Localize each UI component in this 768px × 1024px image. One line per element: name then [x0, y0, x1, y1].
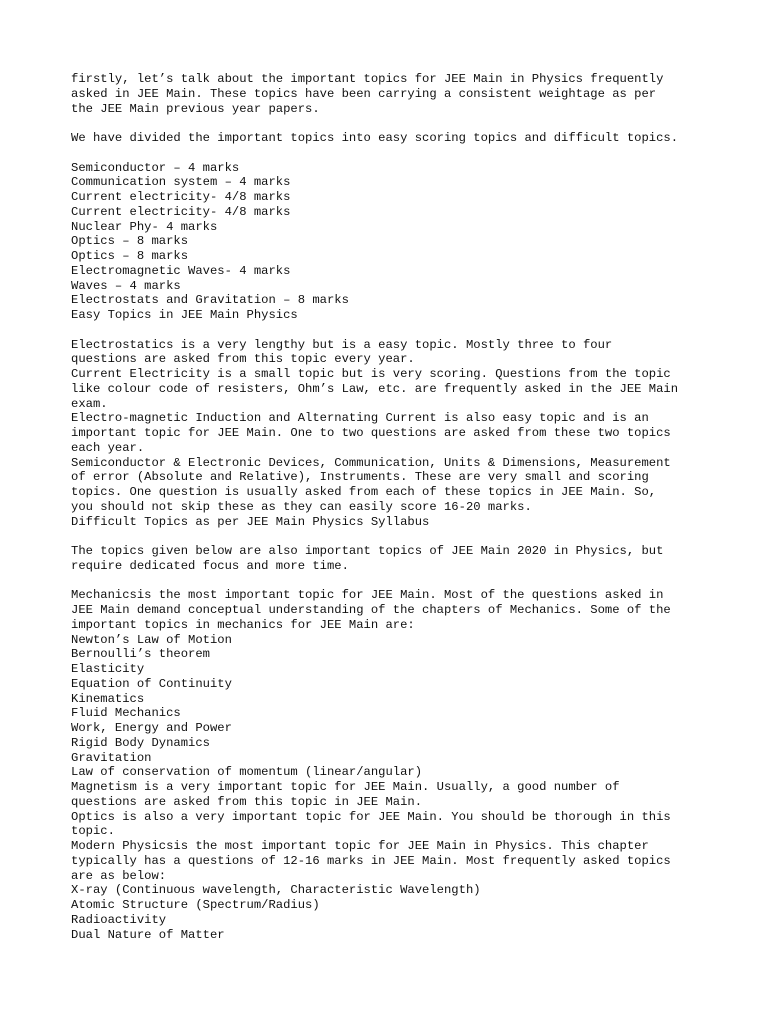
text-line: Magnetism is a very important topic for JEE Main. Usually, a good number of	[71, 780, 620, 794]
list-item: Radioactivity	[71, 912, 167, 927]
list-item: Law of conservation of momentum (linear/angular)	[71, 765, 423, 780]
difficult-intro-paragraph	[71, 544, 711, 574]
list-item: Electromagnetic Waves- 4 marks	[71, 263, 291, 278]
text-line: The topics given below are also important topics of JEE Main 2020 in Physics, but	[71, 544, 664, 558]
text-line: are as below:	[71, 868, 167, 883]
text-line: Current Electricity is a small topic but is very scoring. Questions from the topic	[71, 367, 671, 381]
document-page	[71, 72, 711, 942]
text-line: important topic for JEE Main. One to two questions are asked from these two topics	[71, 426, 671, 440]
blank-line	[71, 146, 711, 161]
marks-list	[71, 161, 711, 323]
text-line: questions are asked from this topic in JEE Main.	[71, 794, 423, 809]
blank-line	[71, 529, 711, 544]
text-line: topic.	[71, 824, 115, 839]
text-line: asked in JEE Main. These topics have been carrying a consistent weightage as per	[71, 86, 657, 101]
text-line: the JEE Main previous year papers.	[71, 101, 320, 116]
text-line: important topics in mechanics for JEE Main are:	[71, 617, 415, 632]
text-line: Optics is also a very important topic for JEE Main. You should be thorough in this	[71, 809, 671, 824]
list-item: Rigid Body Dynamics	[71, 735, 210, 750]
text-line: questions are asked from this topic every year.	[71, 352, 415, 367]
list-item: Atomic Structure (Spectrum/Radius)	[71, 898, 320, 912]
text-line: firstly, let’s talk about the important topics for JEE Main in Physics frequently	[71, 72, 664, 86]
list-item: Optics – 8 marks	[71, 234, 189, 249]
list-item: Semiconductor – 4 marks	[71, 160, 240, 175]
list-item: Current electricity- 4/8 marks	[71, 204, 291, 219]
divided-paragraph: We have divided the important topics into easy scoring topics and difficult topics.	[71, 131, 679, 145]
intro-paragraph	[71, 72, 711, 116]
text-line: Electro-magnetic Induction and Alternating Current is also easy topic and is an	[71, 411, 649, 426]
list-item: Optics – 8 marks	[71, 249, 189, 263]
blank-line	[71, 323, 711, 338]
text-line: each year.	[71, 440, 145, 455]
text-line: Electrostatics is a very lengthy but is a easy topic. Mostly three to four	[71, 337, 613, 352]
list-item: Current electricity- 4/8 marks	[71, 190, 291, 204]
easy-topics-section	[71, 338, 711, 530]
list-item: Elasticity	[71, 662, 145, 676]
list-item: Communication system – 4 marks	[71, 175, 291, 190]
section-heading: Easy Topics in JEE Main Physics	[71, 308, 298, 322]
text-line: Modern Physicsis the most important topic for JEE Main in Physics. This chapter	[71, 839, 649, 853]
list-item: Equation of Continuity	[71, 676, 232, 691]
list-item: Dual Nature of Matter	[71, 927, 225, 942]
text-line: JEE Main demand conceptual understanding of the chapters of Mechanics. Some of the	[71, 603, 671, 617]
blank-line	[71, 574, 711, 589]
mechanics-section	[71, 588, 711, 942]
text-line: exam.	[71, 396, 108, 411]
list-item: Work, Energy and Power	[71, 721, 232, 735]
text-line: topics. One question is usually asked from each of these topics in JEE Main. So,	[71, 485, 657, 499]
text-line: like colour code of resisters, Ohm’s Law, etc. are frequently asked in the JEE Main	[71, 381, 679, 396]
text-line: typically has a questions of 12-16 marks in JEE Main. Most frequently asked topics	[71, 853, 671, 868]
list-item: Fluid Mechanics	[71, 706, 181, 721]
list-item: Nuclear Phy- 4 marks	[71, 219, 218, 234]
text-line: Mechanicsis the most important topic for JEE Main. Most of the questions asked in	[71, 588, 664, 603]
list-item: Kinematics	[71, 691, 145, 706]
list-item: Waves – 4 marks	[71, 278, 181, 293]
list-item: X-ray (Continuous wavelength, Characteristic Wavelength)	[71, 883, 481, 898]
list-item: Bernoulli’s theorem	[71, 647, 210, 662]
text-line: you should not skip these as they can easily score 16-20 marks.	[71, 499, 532, 514]
list-item: Newton’s Law of Motion	[71, 632, 232, 647]
section-heading: Difficult Topics as per JEE Main Physics Syllabus	[71, 514, 430, 529]
list-item: Gravitation	[71, 750, 152, 765]
text-line: Semiconductor & Electronic Devices, Communication, Units & Dimensions, Measurement	[71, 455, 671, 470]
text-line: require dedicated focus and more time.	[71, 558, 349, 573]
blank-line	[71, 116, 711, 131]
list-item: Electrostats and Gravitation – 8 marks	[71, 293, 349, 308]
text-line: of error (Absolute and Relative), Instruments. These are very small and scoring	[71, 470, 649, 485]
